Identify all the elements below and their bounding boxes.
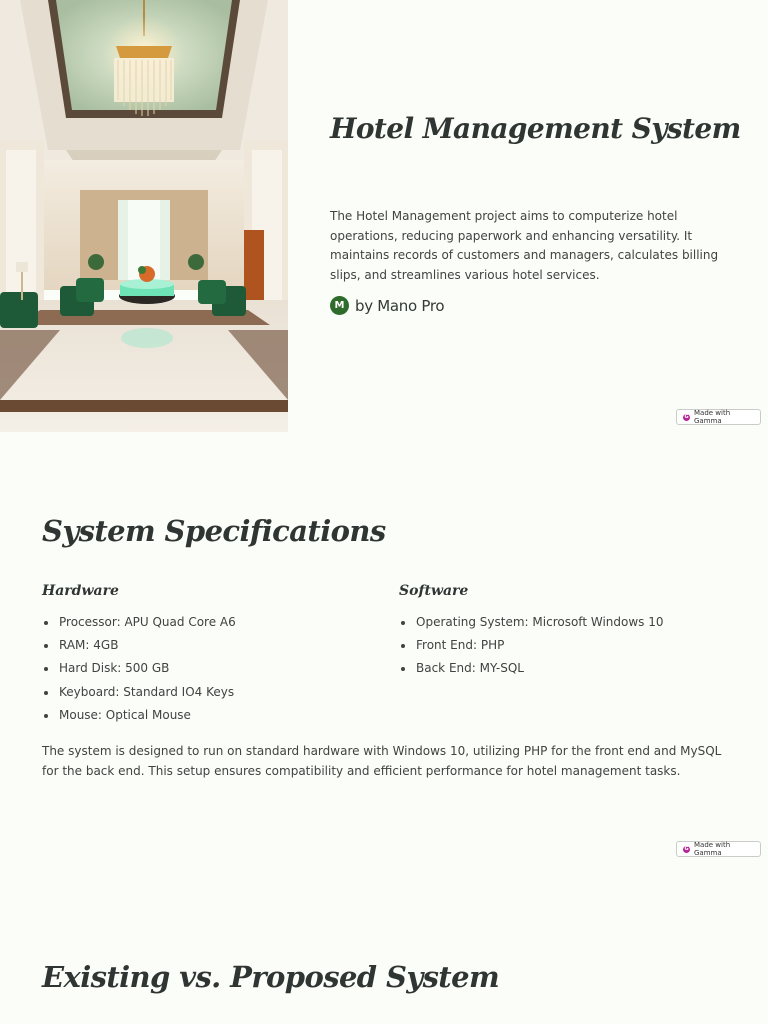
software-column bbox=[399, 583, 729, 681]
gamma-logo-icon: G bbox=[684, 414, 689, 420]
project-description: The Hotel Management project aims to computerize hotel operations, reducing paperwork and enhancing versatility. It maintains records of customers and managers, calculates billing slips, and streamlines various hotel services. bbox=[330, 209, 719, 282]
section-title: Existing vs. Proposed System bbox=[42, 960, 500, 994]
author-name: by Mano Pro bbox=[355, 296, 445, 315]
list-item: Operating System: Microsoft Windows 10 bbox=[399, 611, 729, 634]
software-list bbox=[399, 611, 729, 681]
presentation-title: Hotel Management System bbox=[330, 112, 741, 145]
list-item: Front End: PHP bbox=[399, 634, 729, 657]
author-byline bbox=[330, 296, 444, 315]
existing-vs-proposed-slide bbox=[0, 864, 768, 1024]
hardware-heading: Hardware bbox=[42, 583, 119, 599]
made-with-gamma-badge[interactable] bbox=[676, 409, 761, 425]
gamma-logo-icon: G bbox=[684, 846, 689, 852]
specifications-summary: The system is designed to run on standard hardware with Windows 10, utilizing PHP for the front end and MySQL for the back end. This setup ensures compatibility and efficient performance for hotel management tasks. bbox=[42, 744, 722, 778]
hardware-list bbox=[42, 611, 372, 727]
badge-label: Made with Gamma bbox=[694, 841, 731, 857]
avatar: M bbox=[330, 296, 349, 315]
title-slide bbox=[0, 0, 768, 432]
list-item: Mouse: Optical Mouse bbox=[42, 704, 372, 727]
software-heading: Software bbox=[399, 583, 469, 599]
list-item: Hard Disk: 500 GB bbox=[42, 657, 372, 680]
list-item: Keyboard: Standard IO4 Keys bbox=[42, 681, 372, 704]
made-with-gamma-badge[interactable] bbox=[676, 841, 761, 857]
hotel-lobby-image bbox=[0, 0, 288, 432]
system-specifications-slide bbox=[0, 432, 768, 864]
hardware-column bbox=[42, 583, 372, 727]
section-title: System Specifications bbox=[42, 514, 386, 548]
list-item: Back End: MY-SQL bbox=[399, 657, 729, 680]
list-item: Processor: APU Quad Core A6 bbox=[42, 611, 372, 634]
badge-label: Made with Gamma bbox=[694, 409, 731, 425]
list-item: RAM: 4GB bbox=[42, 634, 372, 657]
